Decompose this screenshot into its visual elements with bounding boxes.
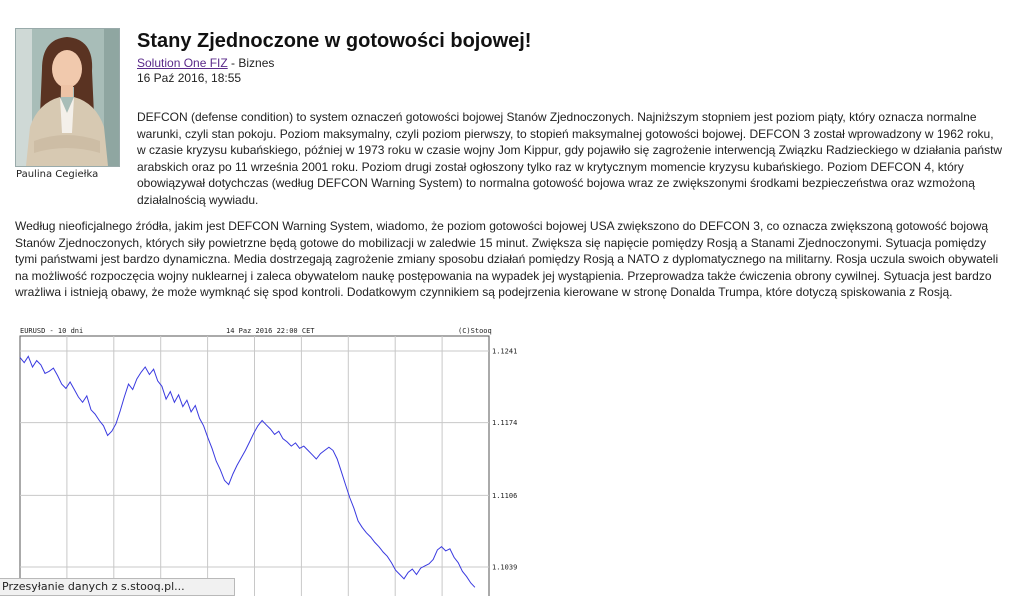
article-meta: [137, 56, 274, 86]
y-tick-label: 1.1039: [492, 563, 518, 572]
category-label: Biznes: [238, 56, 275, 70]
author-photo: [15, 28, 120, 167]
y-tick-labels: [492, 347, 517, 571]
article-body: Według nieoficjalnego źródła, jakim jest DEFCON Warning System, wiadomo, że poziom gotowości bojowej USA zwiększono do DEFCON 3, co oznacza zwiększoną gotowość bojową Stanów Zjednoczonych, których siły powietrzne będą gotowe do mobilizacji w zaledwie 15 minut. Zwiększa się napięcie pomiędzy Rosją a Stanami Zjednoczonymi. Sytuacja pomiędzy tymi państwami jest bardzo dynamiczna. Media dostrzegają zagrożenie zmiany sposobu działań pomiędzy Rosją a NATO z dyplomatycznego na militarny. Rosja uczula swoich obywateli na możliwość rozpoczęcia wojny nuklearnej i zaleca obywatelom naukę postępowania na wypadek jej wystąpienia. Przeprowadza także ćwiczenia obrony cywilnej. Sytuacja jest bardzo wrażliwa i istnieją obawy, że może wymknąć się spod kontroli. Dodatkowym czynnikiem są podejrzenia kierowane w stronę Donalda Trumpa, które dotyczą spiskowania z Rosją.: [15, 219, 999, 299]
article-lead: DEFCON (defense condition) to system oznaczeń gotowości bojowej Stanów Zjednoczonych. Najniższym stopniem jest poziom piąty, który oznacza normalne warunki, czyli stan pokoju. Poziom maksymalny, czyli poziom pierwszy, to stopień maksymalnej gotowości bojowej. DEFCON 3 został wprowadzony w 1962 roku, w czasie kryzysu kubańskiego, później w 1973 roku w czasie wojny Jom Kippur, gdy pojawiło się zagrożenie interwencją Związku Radzieckiego w działania państw arabskich oraz po 11 września 2001 roku. Poziom drugi został ogłoszony tylko raz w krytycznym momencie kryzysu kubańskiego. Poziom DEFCON 4, który obowiązywał dotychczas (według DEFCON Warning System) to normalna gotowość bojowa wraz ze zwiększonymi środkami bezpieczeństwa oraz wzmożoną działalnością wywiadu.: [137, 110, 1003, 207]
chart-title: EURUSD - 10 dni: [20, 327, 84, 335]
chart-subtitle: 14 Paz 2016 22:00 CET: [226, 327, 315, 335]
y-tick-label: 1.1241: [492, 347, 518, 356]
browser-status-bar: Przesyłanie danych z s.stooq.pl...: [0, 578, 235, 596]
source-separator: -: [227, 56, 239, 70]
y-tick-label: 1.1106: [492, 491, 518, 500]
eurusd-chart: [18, 325, 523, 596]
author-portrait: [16, 29, 119, 166]
chart-svg: [18, 325, 523, 596]
source-link[interactable]: Solution One FIZ: [137, 56, 228, 70]
author-name: Paulina Cegiełka: [16, 169, 99, 180]
chart-credit: (C)Stooq: [458, 327, 492, 335]
article-title: Stany Zjednoczone w gotowości bojowej!: [137, 30, 532, 52]
y-tick-label: 1.1174: [492, 419, 518, 428]
source-line: [137, 56, 274, 71]
publish-date: 16 Paź 2016, 18:55: [137, 71, 242, 85]
